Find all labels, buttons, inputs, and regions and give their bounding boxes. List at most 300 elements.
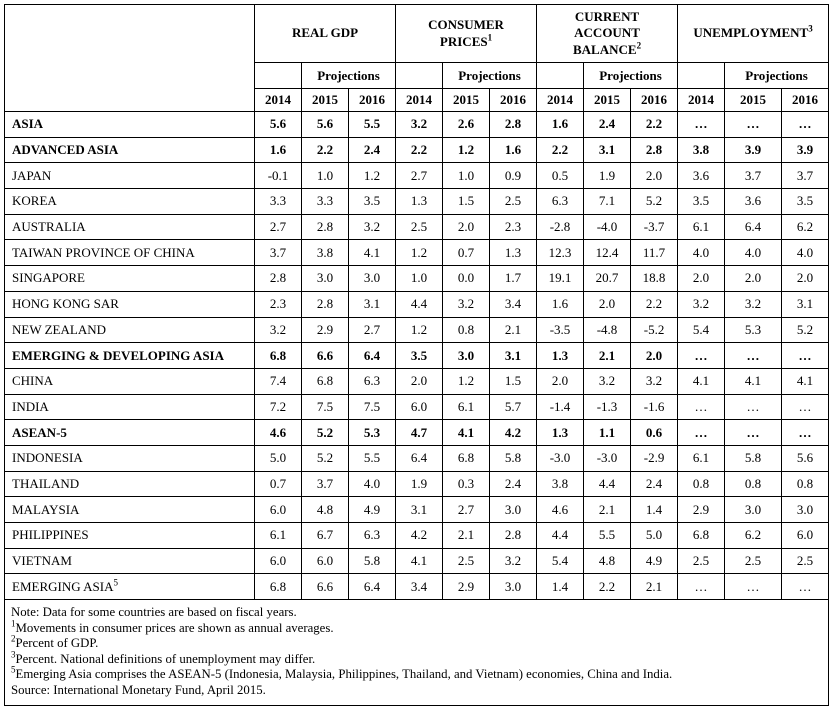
- value-cell: 4.2: [490, 420, 537, 446]
- table-row: [5, 137, 829, 163]
- economy-name: EMERGING & DEVELOPING ASIA: [12, 347, 224, 363]
- value-cell: 6.4: [396, 445, 443, 471]
- row-label: [5, 368, 255, 394]
- column-group-real-gdp: [255, 5, 396, 63]
- group-title-row: [5, 5, 829, 63]
- value-cell: 5.8: [349, 548, 396, 574]
- year-header: 2016: [782, 89, 829, 112]
- value-cell: 6.3: [349, 523, 396, 549]
- economy-name: ASIA: [12, 116, 44, 132]
- value-cell: 6.7: [302, 523, 349, 549]
- value-cell: 6.1: [678, 445, 725, 471]
- value-cell: 1.2: [396, 240, 443, 266]
- row-label: [5, 394, 255, 420]
- value-cell: 3.8: [678, 137, 725, 163]
- value-cell: 5.3: [725, 317, 782, 343]
- value-cell: 3.9: [725, 137, 782, 163]
- value-cell: 5.7: [490, 394, 537, 420]
- value-cell: 4.4: [584, 471, 631, 497]
- value-cell: 3.8: [537, 471, 584, 497]
- footnote-marker: 5: [11, 665, 16, 676]
- value-cell: 1.6: [490, 137, 537, 163]
- value-cell: 3.3: [302, 189, 349, 215]
- value-cell: -4.0: [584, 214, 631, 240]
- year-header: 2014: [537, 89, 584, 112]
- column-group-current-account-balance: [537, 5, 678, 63]
- value-cell: 2.8: [631, 137, 678, 163]
- value-cell: 12.3: [537, 240, 584, 266]
- table-row: [5, 214, 829, 240]
- value-cell: 2.2: [631, 112, 678, 138]
- value-cell: -1.3: [584, 394, 631, 420]
- value-cell: 1.0: [396, 266, 443, 292]
- value-cell: 5.6: [255, 112, 302, 138]
- value-cell: 2.8: [490, 112, 537, 138]
- row-label: [5, 137, 255, 163]
- value-cell: 2.6: [443, 112, 490, 138]
- value-cell: 2.5: [782, 548, 829, 574]
- value-cell: 3.5: [782, 189, 829, 215]
- value-cell: 5.6: [302, 112, 349, 138]
- year-header: 2016: [631, 89, 678, 112]
- row-label: [5, 214, 255, 240]
- value-cell: 2.8: [490, 523, 537, 549]
- value-cell: …: [678, 394, 725, 420]
- value-cell: 3.2: [584, 368, 631, 394]
- note-text: Percent of GDP.: [15, 636, 99, 651]
- row-label: [5, 291, 255, 317]
- note-line: [11, 683, 822, 699]
- value-cell: 1.6: [255, 137, 302, 163]
- value-cell: -0.1: [255, 163, 302, 189]
- table-footer: [5, 600, 829, 706]
- value-cell: 4.6: [537, 497, 584, 523]
- value-cell: …: [725, 420, 782, 446]
- spacer-cell: [255, 63, 302, 89]
- value-cell: 4.0: [678, 240, 725, 266]
- table-row: [5, 343, 829, 369]
- value-cell: 7.1: [584, 189, 631, 215]
- value-cell: 1.0: [443, 163, 490, 189]
- year-header: 2016: [490, 89, 537, 112]
- spacer-cell: [537, 63, 584, 89]
- value-cell: 4.4: [396, 291, 443, 317]
- value-cell: 5.2: [631, 189, 678, 215]
- economy-name: INDONESIA: [12, 450, 83, 466]
- value-cell: 6.6: [302, 343, 349, 369]
- row-label: [5, 420, 255, 446]
- table-row: [5, 368, 829, 394]
- value-cell: 1.6: [537, 112, 584, 138]
- value-cell: 2.1: [584, 497, 631, 523]
- note-text: Note: Data for some countries are based on fiscal years.: [11, 605, 297, 620]
- value-cell: 4.0: [349, 471, 396, 497]
- value-cell: 1.5: [490, 368, 537, 394]
- value-cell: 5.3: [349, 420, 396, 446]
- value-cell: 0.3: [443, 471, 490, 497]
- value-cell: 2.5: [443, 548, 490, 574]
- value-cell: 2.1: [631, 574, 678, 600]
- value-cell: 1.7: [490, 266, 537, 292]
- value-cell: 6.8: [443, 445, 490, 471]
- value-cell: 6.2: [782, 214, 829, 240]
- value-cell: 2.5: [725, 548, 782, 574]
- value-cell: 4.8: [302, 497, 349, 523]
- row-label: [5, 343, 255, 369]
- value-cell: 2.5: [396, 214, 443, 240]
- value-cell: 6.1: [255, 523, 302, 549]
- value-cell: 1.9: [396, 471, 443, 497]
- value-cell: 2.8: [302, 291, 349, 317]
- value-cell: 2.8: [255, 266, 302, 292]
- value-cell: 3.0: [443, 343, 490, 369]
- table-row: [5, 112, 829, 138]
- value-cell: 3.0: [302, 266, 349, 292]
- note-text: Source: International Monetary Fund, April 2015.: [11, 683, 266, 698]
- value-cell: 4.4: [537, 523, 584, 549]
- economy-name: SINGAPORE: [12, 270, 85, 286]
- value-cell: 12.4: [584, 240, 631, 266]
- value-cell: 0.7: [443, 240, 490, 266]
- value-cell: 5.8: [725, 445, 782, 471]
- value-cell: 3.5: [678, 189, 725, 215]
- value-cell: 2.2: [396, 137, 443, 163]
- economy-name: HONG KONG SAR: [12, 296, 119, 312]
- value-cell: 5.2: [782, 317, 829, 343]
- projections-label: Projections: [302, 63, 396, 89]
- value-cell: 3.2: [490, 548, 537, 574]
- value-cell: …: [678, 574, 725, 600]
- value-cell: 2.4: [349, 137, 396, 163]
- note-line: [11, 649, 822, 668]
- value-cell: 3.8: [302, 240, 349, 266]
- row-label: [5, 189, 255, 215]
- value-cell: 18.8: [631, 266, 678, 292]
- value-cell: 3.1: [349, 291, 396, 317]
- value-cell: 4.0: [782, 240, 829, 266]
- value-cell: -3.0: [537, 445, 584, 471]
- value-cell: 3.0: [349, 266, 396, 292]
- value-cell: 3.2: [349, 214, 396, 240]
- column-group-unemployment: [678, 5, 829, 63]
- year-header: 2015: [584, 89, 631, 112]
- table-row: [5, 189, 829, 215]
- value-cell: 7.5: [349, 394, 396, 420]
- footnote-marker: 2: [636, 40, 642, 51]
- value-cell: 5.2: [302, 445, 349, 471]
- value-cell: 2.7: [396, 163, 443, 189]
- value-cell: 0.8: [725, 471, 782, 497]
- value-cell: -2.8: [537, 214, 584, 240]
- value-cell: 3.1: [782, 291, 829, 317]
- value-cell: 2.1: [584, 343, 631, 369]
- value-cell: 1.5: [443, 189, 490, 215]
- row-label: [5, 523, 255, 549]
- value-cell: 0.7: [255, 471, 302, 497]
- value-cell: 2.2: [631, 291, 678, 317]
- value-cell: 6.8: [678, 523, 725, 549]
- value-cell: …: [782, 394, 829, 420]
- year-header: 2014: [678, 89, 725, 112]
- year-header: 2015: [443, 89, 490, 112]
- value-cell: 4.1: [396, 548, 443, 574]
- value-cell: …: [782, 343, 829, 369]
- value-cell: 3.7: [725, 163, 782, 189]
- economy-name: INDIA: [12, 398, 49, 414]
- notes-block: [5, 600, 829, 706]
- note-line: [11, 605, 822, 621]
- value-cell: 4.1: [349, 240, 396, 266]
- value-cell: 3.2: [443, 291, 490, 317]
- value-cell: 4.2: [396, 523, 443, 549]
- note-line: [11, 633, 822, 652]
- value-cell: 3.2: [631, 368, 678, 394]
- value-cell: 2.0: [396, 368, 443, 394]
- value-cell: 4.9: [349, 497, 396, 523]
- value-cell: 3.2: [725, 291, 782, 317]
- row-label: [5, 548, 255, 574]
- value-cell: 2.2: [584, 574, 631, 600]
- value-cell: 3.1: [584, 137, 631, 163]
- spacer-cell: [396, 63, 443, 89]
- value-cell: 0.8: [678, 471, 725, 497]
- value-cell: 0.0: [443, 266, 490, 292]
- table-row: [5, 471, 829, 497]
- economy-name: PHILIPPINES: [12, 527, 89, 543]
- value-cell: 3.3: [255, 189, 302, 215]
- table-row: [5, 574, 829, 600]
- value-cell: …: [678, 343, 725, 369]
- value-cell: 2.0: [678, 266, 725, 292]
- value-cell: 1.2: [443, 368, 490, 394]
- table-header: [5, 5, 829, 112]
- note-text: Emerging Asia comprises the ASEAN-5 (Indonesia, Malaysia, Philippines, Thailand, and Vietnam) economies, China and India.: [15, 667, 673, 682]
- spacer-cell: [678, 63, 725, 89]
- value-cell: 3.2: [255, 317, 302, 343]
- group-title: CONSUMER PRICES: [428, 17, 504, 49]
- table-row: [5, 291, 829, 317]
- value-cell: 4.1: [443, 420, 490, 446]
- table-row: [5, 240, 829, 266]
- value-cell: 2.9: [302, 317, 349, 343]
- value-cell: 4.1: [725, 368, 782, 394]
- value-cell: …: [678, 112, 725, 138]
- value-cell: 2.3: [490, 214, 537, 240]
- value-cell: 5.0: [631, 523, 678, 549]
- value-cell: …: [782, 420, 829, 446]
- group-title: UNEMPLOYMENT: [693, 25, 809, 41]
- table-row: [5, 163, 829, 189]
- value-cell: 3.0: [490, 497, 537, 523]
- row-label: [5, 574, 255, 600]
- value-cell: 3.1: [490, 343, 537, 369]
- value-cell: 2.1: [443, 523, 490, 549]
- value-cell: 3.2: [396, 112, 443, 138]
- value-cell: 2.0: [443, 214, 490, 240]
- value-cell: 1.3: [537, 343, 584, 369]
- value-cell: 6.8: [255, 343, 302, 369]
- table-row: [5, 523, 829, 549]
- value-cell: …: [725, 394, 782, 420]
- value-cell: -2.9: [631, 445, 678, 471]
- value-cell: 2.0: [631, 343, 678, 369]
- value-cell: 5.5: [584, 523, 631, 549]
- value-cell: 2.3: [255, 291, 302, 317]
- footnote-marker: 3: [808, 24, 813, 35]
- value-cell: 3.2: [678, 291, 725, 317]
- value-cell: 2.9: [678, 497, 725, 523]
- row-label: [5, 266, 255, 292]
- value-cell: -4.8: [584, 317, 631, 343]
- table-row: [5, 266, 829, 292]
- year-header: 2016: [349, 89, 396, 112]
- economy-name: JAPAN: [12, 167, 52, 183]
- value-cell: 3.7: [302, 471, 349, 497]
- value-cell: -3.0: [584, 445, 631, 471]
- table-row: [5, 497, 829, 523]
- value-cell: 0.8: [443, 317, 490, 343]
- value-cell: 3.7: [255, 240, 302, 266]
- economy-name: NEW ZEALAND: [12, 321, 106, 337]
- column-group-consumer-prices: [396, 5, 537, 63]
- value-cell: 3.4: [396, 574, 443, 600]
- imf-asia-economic-outlook-table: [4, 4, 829, 706]
- value-cell: 3.5: [349, 189, 396, 215]
- table-row: [5, 420, 829, 446]
- value-cell: …: [725, 343, 782, 369]
- value-cell: 6.3: [349, 368, 396, 394]
- value-cell: …: [725, 112, 782, 138]
- value-cell: 4.0: [725, 240, 782, 266]
- value-cell: …: [782, 574, 829, 600]
- value-cell: 3.4: [490, 291, 537, 317]
- value-cell: 4.1: [678, 368, 725, 394]
- value-cell: 2.0: [537, 368, 584, 394]
- value-cell: 1.3: [537, 420, 584, 446]
- value-cell: 6.0: [396, 394, 443, 420]
- group-title: REAL GDP: [291, 25, 359, 41]
- value-cell: 7.5: [302, 394, 349, 420]
- value-cell: 1.4: [537, 574, 584, 600]
- footnote-marker: 5: [113, 577, 118, 588]
- value-cell: 2.2: [537, 137, 584, 163]
- projections-label: Projections: [443, 63, 537, 89]
- economy-name: TAIWAN PROVINCE OF CHINA: [12, 244, 195, 260]
- value-cell: 2.7: [255, 214, 302, 240]
- value-cell: 5.8: [490, 445, 537, 471]
- value-cell: 6.8: [302, 368, 349, 394]
- value-cell: 1.3: [396, 189, 443, 215]
- table-row: [5, 394, 829, 420]
- value-cell: 1.0: [302, 163, 349, 189]
- row-label: [5, 445, 255, 471]
- economy-name: ASEAN-5: [12, 424, 67, 440]
- value-cell: 3.0: [782, 497, 829, 523]
- value-cell: 2.1: [490, 317, 537, 343]
- value-cell: 6.4: [725, 214, 782, 240]
- economy-name: VIETNAM: [12, 553, 72, 569]
- value-cell: 2.4: [584, 112, 631, 138]
- value-cell: 6.1: [678, 214, 725, 240]
- value-cell: 5.6: [782, 445, 829, 471]
- value-cell: 3.7: [782, 163, 829, 189]
- projections-label: Projections: [725, 63, 829, 89]
- value-cell: 0.8: [782, 471, 829, 497]
- value-cell: 19.1: [537, 266, 584, 292]
- value-cell: 5.5: [349, 112, 396, 138]
- value-cell: 3.9: [782, 137, 829, 163]
- table-row: [5, 445, 829, 471]
- value-cell: 6.3: [537, 189, 584, 215]
- value-cell: 4.8: [584, 548, 631, 574]
- value-cell: -3.5: [537, 317, 584, 343]
- value-cell: 20.7: [584, 266, 631, 292]
- table-row: [5, 317, 829, 343]
- notes-row: [5, 600, 829, 706]
- value-cell: 2.4: [631, 471, 678, 497]
- value-cell: 1.6: [537, 291, 584, 317]
- value-cell: 0.5: [537, 163, 584, 189]
- value-cell: 6.8: [255, 574, 302, 600]
- row-label: [5, 240, 255, 266]
- value-cell: 2.9: [443, 574, 490, 600]
- value-cell: 2.7: [349, 317, 396, 343]
- value-cell: 1.2: [396, 317, 443, 343]
- value-cell: …: [782, 112, 829, 138]
- value-cell: 1.2: [443, 137, 490, 163]
- value-cell: 1.9: [584, 163, 631, 189]
- year-header: 2015: [302, 89, 349, 112]
- table-row: [5, 548, 829, 574]
- value-cell: -1.4: [537, 394, 584, 420]
- value-cell: 4.1: [782, 368, 829, 394]
- value-cell: 6.0: [255, 548, 302, 574]
- year-header: 2014: [255, 89, 302, 112]
- value-cell: 6.6: [302, 574, 349, 600]
- value-cell: 5.4: [678, 317, 725, 343]
- value-cell: 4.7: [396, 420, 443, 446]
- economy-name: THAILAND: [12, 475, 80, 491]
- footnote-marker: 1: [487, 32, 493, 43]
- row-label: [5, 112, 255, 138]
- row-label: [5, 163, 255, 189]
- value-cell: 4.6: [255, 420, 302, 446]
- value-cell: 6.4: [349, 574, 396, 600]
- value-cell: 2.7: [443, 497, 490, 523]
- value-cell: 5.5: [349, 445, 396, 471]
- projections-label: Projections: [584, 63, 678, 89]
- value-cell: 2.5: [490, 189, 537, 215]
- value-cell: 7.2: [255, 394, 302, 420]
- row-label: [5, 317, 255, 343]
- economy-name: KOREA: [12, 193, 57, 209]
- note-line: [11, 667, 822, 683]
- value-cell: 5.4: [537, 548, 584, 574]
- value-cell: 1.3: [490, 240, 537, 266]
- value-cell: 6.0: [255, 497, 302, 523]
- value-cell: 1.1: [584, 420, 631, 446]
- group-title: CURRENT ACCOUNT BALANCE: [572, 9, 640, 57]
- value-cell: 6.0: [302, 548, 349, 574]
- value-cell: 0.9: [490, 163, 537, 189]
- value-cell: …: [678, 420, 725, 446]
- table-body: [5, 112, 829, 600]
- footnote-marker: 3: [11, 649, 16, 660]
- value-cell: 3.0: [490, 574, 537, 600]
- value-cell: 1.2: [349, 163, 396, 189]
- value-cell: 6.4: [349, 343, 396, 369]
- value-cell: 2.5: [678, 548, 725, 574]
